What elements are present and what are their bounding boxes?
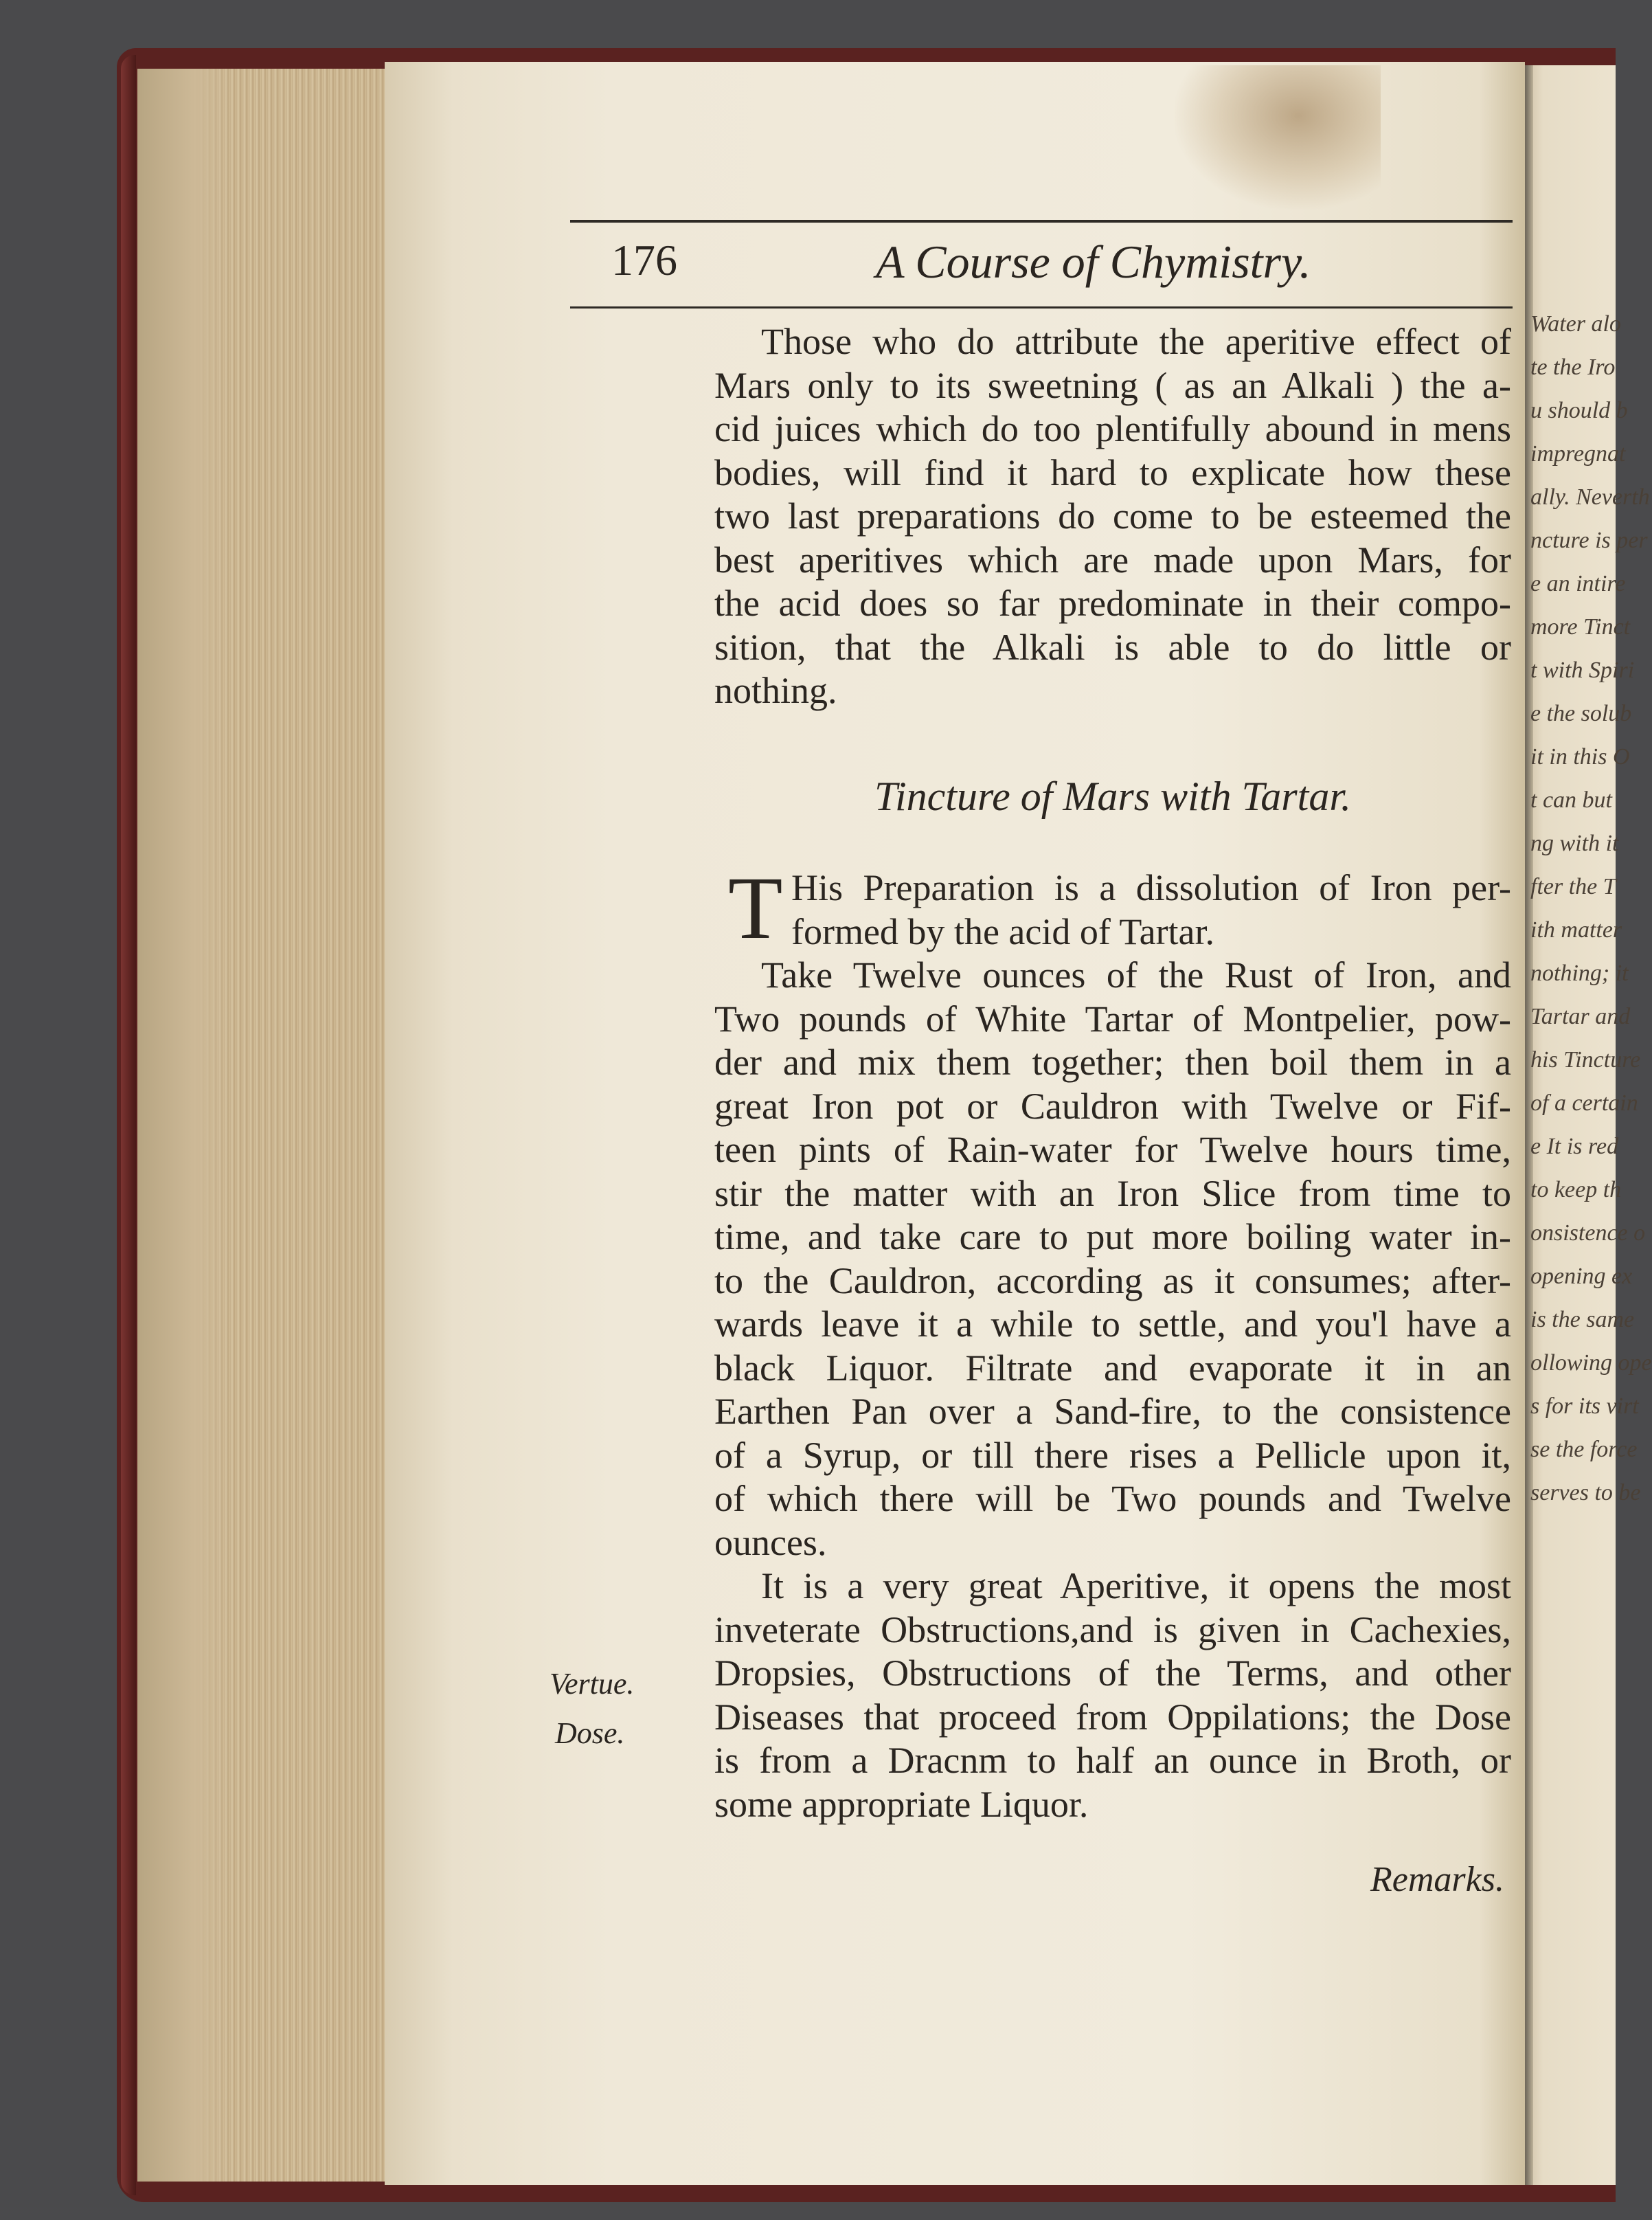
page-number: 176: [611, 236, 677, 284]
facing-page-line: ng with it: [1530, 831, 1619, 856]
facing-page-line: e It is red: [1530, 1134, 1619, 1159]
text-line: the acid does so far predominate in their compo-: [714, 583, 1511, 624]
paragraph-3: [714, 954, 1511, 1565]
text-line: sition, that the Alkali is able to do little or: [714, 626, 1511, 668]
facing-page-line: Water alo: [1530, 311, 1621, 337]
text-line: Earthen Pan over a Sand-fire, to the consistence: [714, 1391, 1511, 1432]
facing-page-line: his Tincture: [1530, 1047, 1641, 1073]
facing-page-line: e the solub: [1530, 701, 1632, 726]
text-line: of a Syrup, or till there rises a Pellicle upon it,: [714, 1434, 1511, 1476]
page-edges: [137, 69, 398, 2182]
facing-page-line: onsistence o: [1530, 1220, 1646, 1246]
drop-cap: T: [728, 859, 783, 958]
text-line: Dropsies, Obstructions of the Terms, and other: [714, 1652, 1511, 1694]
text-line: wards leave it a while to settle, and you'l have a: [714, 1303, 1511, 1345]
text-line: Diseases that proceed from Oppilations; the Dose: [714, 1696, 1511, 1738]
facing-page-line: serves to be: [1530, 1480, 1641, 1505]
water-stain: [1175, 65, 1381, 210]
section-heading: Tincture of Mars with Tartar.: [874, 773, 1352, 819]
facing-page-line: ally. Neverth: [1530, 484, 1650, 510]
text-line: It is a very great Aperitive, it opens the most: [761, 1565, 1511, 1606]
text-line: Take Twelve ounces of the Rust of Iron, and: [761, 954, 1511, 996]
facing-page-text: [1530, 302, 1652, 1514]
paragraph-4: [714, 1565, 1511, 1826]
sidenote-dose: Dose.: [555, 1716, 625, 1750]
text-line: cid juices which do too plentifully abound in mens: [714, 408, 1511, 449]
text-line: formed by the acid of Tartar.: [791, 910, 1214, 952]
facing-page-line: e an intire: [1530, 571, 1626, 596]
body-text: [714, 320, 1511, 1826]
header-rule-top: [570, 220, 1513, 223]
facing-page-line: u should b: [1530, 398, 1628, 423]
paragraph-1: [714, 320, 1511, 713]
catchword: Remarks.: [1370, 1860, 1504, 1899]
running-title: A Course of Chymistry.: [876, 236, 1311, 288]
text-line: Two pounds of White Tartar of Montpelier, pow-: [714, 998, 1511, 1040]
facing-page-line: fter the T: [1530, 874, 1616, 899]
facing-page-line: more Tinct: [1530, 614, 1631, 640]
facing-page-line: te the Iro: [1530, 355, 1616, 380]
header-rule-bottom: [570, 306, 1513, 309]
text-line: of which there will be Two pounds and Twelve: [714, 1478, 1511, 1519]
text-line: bodies, will find it hard to explicate how these: [714, 451, 1511, 493]
text-line: time, and take care to put more boiling water in-: [714, 1216, 1511, 1257]
text-line: stir the matter with an Iron Slice from time to: [714, 1172, 1511, 1214]
facing-page-line: s for its virt: [1530, 1393, 1639, 1419]
text-line: great Iron pot or Cauldron with Twelve or Fif-: [714, 1085, 1511, 1127]
text-line: teen pints of Rain-water for Twelve hours time,: [714, 1129, 1511, 1170]
facing-page-line: ollowing ope: [1530, 1350, 1652, 1376]
facing-page-line: of a certain: [1530, 1090, 1638, 1116]
text-line: der and mix them together; then boil them in a: [714, 1042, 1511, 1083]
text-line: Mars only to its sweetning ( as an Alkali ) the a-: [714, 364, 1511, 406]
facing-page-line: ith matter: [1530, 917, 1622, 943]
facing-page-line: to keep th: [1530, 1177, 1622, 1202]
text-line: two last preparations do come to be esteemed the: [714, 495, 1511, 537]
facing-page-line: impregnat: [1530, 441, 1626, 467]
facing-page-line: se the force: [1530, 1437, 1638, 1462]
text-line: to the Cauldron, according as it consumes; after-: [714, 1259, 1511, 1301]
text-line: ounces.: [714, 1521, 827, 1563]
sidenote-vertue: Vertue.: [550, 1667, 635, 1701]
facing-page-line: t can but: [1530, 787, 1612, 813]
facing-page-line: Tartar and: [1530, 1004, 1631, 1029]
facing-page-line: t with Spiri: [1530, 658, 1635, 683]
facing-page-line: is the same: [1530, 1307, 1635, 1332]
paragraph-2: [714, 859, 1511, 958]
text-line: best aperitives which are made upon Mars, for: [714, 539, 1511, 581]
facing-page-line: ncture is per: [1530, 528, 1648, 553]
text-line: Those who do attribute the aperitive effect of: [761, 321, 1511, 362]
facing-page-line: it in this O: [1530, 744, 1630, 770]
facing-page-line: nothing; it: [1530, 961, 1629, 986]
text-line: His Preparation is a dissolution of Iron per-: [791, 867, 1511, 908]
text-line: nothing.: [714, 670, 837, 711]
facing-page-line: opening ex: [1530, 1264, 1633, 1289]
text-line: some appropriate Liquor.: [714, 1783, 1089, 1825]
text-line: black Liquor. Filtrate and evaporate it in an: [714, 1347, 1511, 1389]
text-line: is from a Dracnm to half an ounce in Broth, or: [714, 1740, 1511, 1781]
text-line: inveterate Obstructions,and is given in Cachexies,: [714, 1608, 1511, 1650]
